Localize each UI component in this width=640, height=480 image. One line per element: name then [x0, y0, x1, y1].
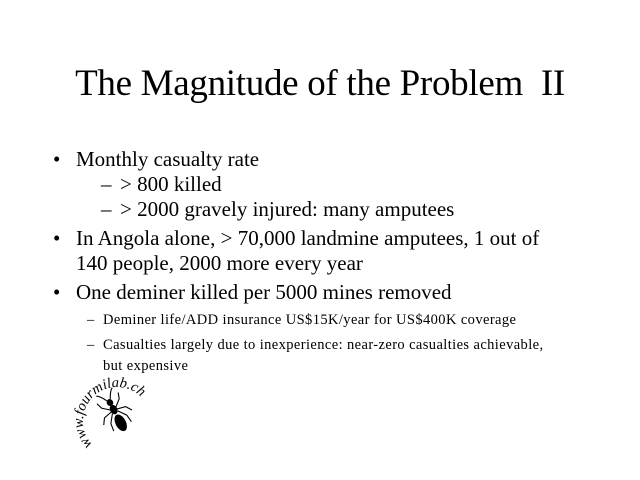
bullet-marker: • — [53, 147, 61, 171]
logo-text: www.fourmilab.ch — [70, 374, 149, 452]
sub-bullet-marker: – — [87, 312, 95, 328]
bullet-marker: • — [53, 280, 61, 304]
bullet-text: One deminer killed per 5000 mines removed — [76, 280, 452, 304]
bullet-text-line2: 140 people, 2000 more every year — [76, 251, 363, 275]
slide-title: The Magnitude of the Problem II — [75, 63, 565, 104]
sub-bullet-text: > 2000 gravely injured: many amputees — [120, 197, 455, 221]
sub-bullet-marker: – — [87, 337, 95, 353]
sub-bullet-marker: – — [101, 172, 112, 196]
fourmilab-logo — [70, 366, 162, 458]
bullet-marker: • — [53, 226, 61, 250]
sub-bullet-marker: – — [101, 197, 112, 221]
sub-bullet-text: > 800 killed — [120, 172, 222, 196]
sub-bullet-text-line1: Casualties largely due to inexperience: near-zero casualties achievable, — [103, 337, 544, 353]
bullet-text-line1: In Angola alone, > 70,000 landmine amputees, 1 out of — [76, 226, 540, 250]
sub-bullet-text-line2: but expensive — [103, 358, 189, 374]
bullet-text: Monthly casualty rate — [76, 147, 260, 171]
sub-bullet-text: Deminer life/ADD insurance US$15K/year for US$400K coverage — [103, 312, 517, 328]
